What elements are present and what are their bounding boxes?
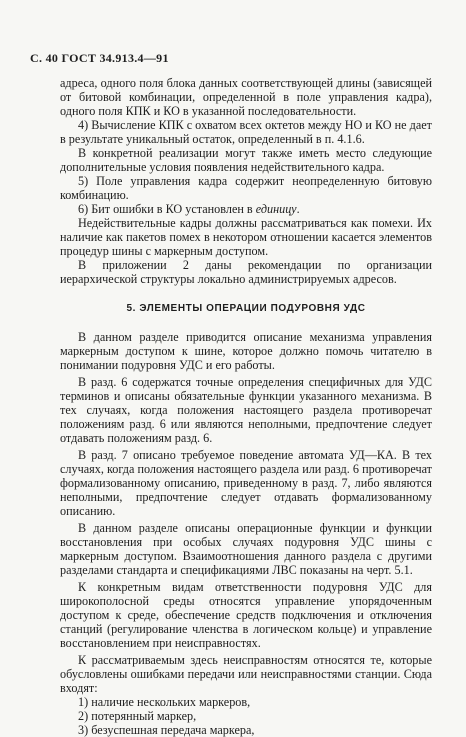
item-6-paragraph: 6) Бит ошибки в КО установлен в единицу. — [78, 202, 300, 216]
paragraph: 4) Вычисление КПК с охватом всех октетов между НО и КО не дает в результате уникальный остаток, определенный в п. 4.1.6. — [60, 118, 432, 146]
paragraph: адреса, одного поля блока данных соответствующей длины (зависящей от битовой комбинации, определенной в поле управления кадра), одного поля КПК и КО в указанной последовательности. — [60, 76, 432, 118]
list-item: 3) безуспешная передача маркера, — [78, 723, 255, 737]
paragraph: Недействительные кадры должны рассматриваться как помехи. Их наличие как пакетов помех в некотором отношении касается элементов процедур шины с маркерным доступом. — [60, 216, 432, 258]
list-item: 2) потерянный маркер, — [78, 709, 197, 723]
list-item: 1) наличие нескольких маркеров, — [78, 695, 251, 709]
page-header: С. 40 ГОСТ 34.913.4—91 — [30, 51, 169, 65]
paragraph: В разд. 6 содержатся точные определения специфичных для УДС терминов и описаны обязательные функции указанного механизма. В тех случаях, когда положения настоящего раздела противоречат положениям разд. 6 или являются неполными, предпочтение следует отдавать положениям разд. 6. — [60, 375, 432, 445]
paragraph: К рассматриваемым здесь неисправностям относятся те, которые обусловлены ошибками передачи или неисправностями станции. Сюда входят: — [60, 653, 432, 695]
section-block — [60, 330, 432, 695]
paragraph: 5) Поле управления кадра содержит неопределенную битовую комбинацию. — [60, 174, 432, 202]
paragraph: В данном разделе описаны операционные функции и функции восстановления при особых случаях подуровня УДС шины с маркерным доступом. Взаимоотношения данного раздела с другими разделами стандарта и спецификациями ЛВС показаны на черт. 5.1. — [60, 521, 432, 577]
section-title: 5. ЭЛЕМЕНТЫ ОПЕРАЦИИ ПОДУРОВНЯ УДС — [126, 303, 366, 314]
fault-list — [60, 695, 432, 737]
paragraph: К конкретным видам ответственности подуровня УДС для широкополосной среды относятся управление упорядоченным доступом к среде, обеспечение средств подключения и отключения станций (регулирование членства в логическом кольце) и управление восстановлением при неисправностях. — [60, 580, 432, 650]
paragraph: В конкретной реализации могут также иметь место следующие дополнительные условия появления недействительного кадра. — [60, 146, 432, 174]
page-body — [60, 76, 432, 737]
paragraph: В приложении 2 даны рекомендации по организации иерархической структуры локально администрируемых адресов. — [60, 258, 432, 286]
intro-tail-block — [60, 216, 432, 286]
emphasis-text: единицу — [255, 202, 297, 216]
paragraph: В разд. 7 описано требуемое поведение автомата УД—КА. В тех случаях, когда положения настоящего раздела или разд. 6 противоречат формализованному описанию, приведенному в разд. 7, либо являются неполными, предпочтение следует отдавать формализованному описанию. — [60, 448, 432, 518]
paragraph: В данном разделе приводится описание механизма управления маркерным доступом к шине, которое должно помочь читателю в понимании подуровня УДС и его работы. — [60, 330, 432, 372]
intro-block — [60, 76, 432, 202]
